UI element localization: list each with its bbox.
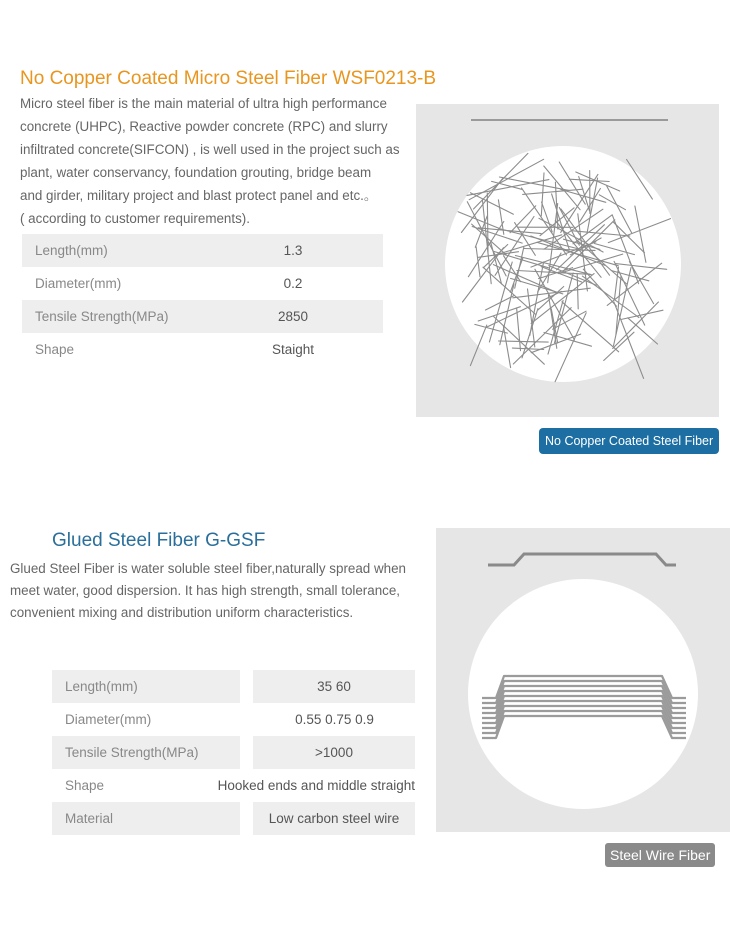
micro-fiber-illustration [416, 104, 719, 417]
spec-row [22, 300, 383, 333]
spec-label: Diameter(mm) [35, 276, 122, 291]
spec-label: Tensile Strength(MPa) [52, 736, 240, 769]
spec-row [52, 736, 415, 769]
description-line: concrete (UHPC), Reactive powder concrete (RPC) and slurry [20, 119, 388, 134]
spec-row [22, 234, 383, 267]
section2-spec-table [52, 670, 415, 835]
spec-label: Shape [35, 342, 75, 357]
spec-row [52, 703, 415, 736]
section1-description [20, 92, 415, 230]
spec-value: 35 60 [253, 670, 415, 703]
description-line: infiltrated concrete(SIFCON) , is well used in the project such as [20, 142, 400, 157]
spec-value: >1000 [253, 736, 415, 769]
spec-value: Hooked ends and middle straight [217, 778, 415, 793]
spec-value: 2850 [277, 309, 309, 324]
description-line: plant, water conservancy, foundation grouting, bridge beam [20, 165, 372, 180]
description-line: and girder, military project and blast protect panel and etc.。 [20, 188, 378, 203]
glued-fiber-illustration [436, 528, 730, 832]
spec-label: Length(mm) [52, 670, 240, 703]
section2-description [10, 558, 430, 624]
spec-row [52, 802, 415, 835]
description-line: convenient mixing and distribution uniform characteristics. [10, 605, 354, 620]
spec-label: Shape [65, 778, 105, 793]
section1-title: No Copper Coated Micro Steel Fiber WSF0213-B [20, 68, 437, 89]
section1-spec-table [22, 234, 383, 366]
spec-label: Diameter(mm) [65, 712, 152, 727]
spec-value: Staight [271, 342, 315, 357]
spec-row [22, 267, 383, 300]
spec-value: 1.3 [283, 243, 303, 258]
spec-value: 0.2 [283, 276, 303, 291]
section2-image-caption: Steel Wire Fiber [605, 843, 715, 867]
glued-steel-fiber-image [436, 528, 730, 832]
spec-row [22, 333, 383, 366]
spec-label: Length(mm) [35, 243, 108, 258]
description-line: meet water, good dispersion. It has high strength, small tolerance, [10, 583, 401, 598]
description-line: Glued Steel Fiber is water soluble steel fiber,naturally spread when [10, 561, 406, 576]
spec-value: Low carbon steel wire [253, 802, 415, 835]
section2-title: Glued Steel Fiber G-GSF [52, 530, 266, 551]
spec-value: 0.55 0.75 0.9 [295, 712, 374, 727]
description-line: ( according to customer requirements). [20, 211, 250, 226]
spec-label: Material [52, 802, 240, 835]
spec-row [52, 670, 415, 703]
description-line: Micro steel fiber is the main material of ultra high performance [20, 96, 387, 111]
spec-label: Tensile Strength(MPa) [35, 309, 169, 324]
spec-row [52, 769, 415, 802]
section1-image-caption: No Copper Coated Steel Fiber [539, 428, 719, 454]
micro-steel-fiber-image [416, 104, 719, 417]
